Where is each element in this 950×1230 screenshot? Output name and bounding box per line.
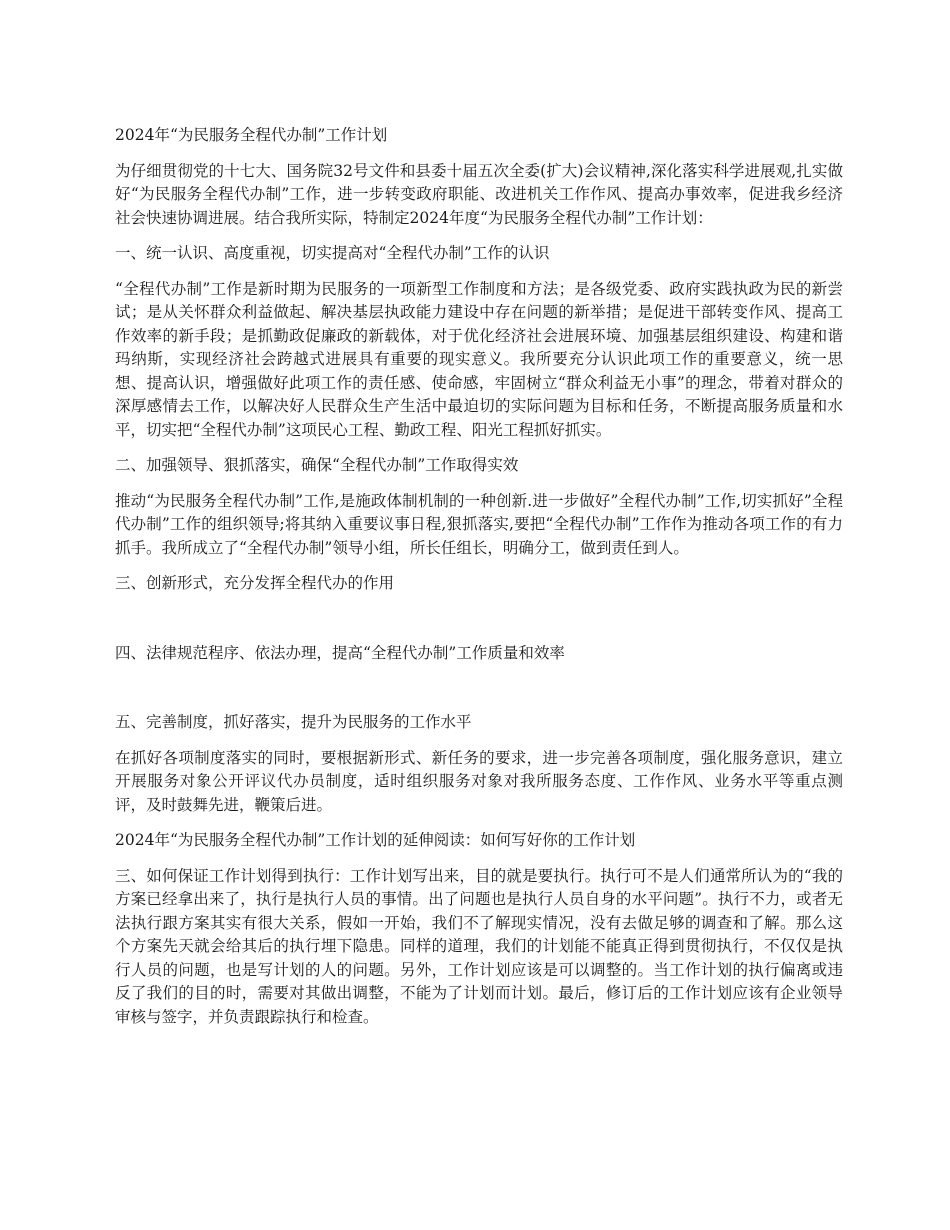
- section-4-heading: 四、法律规范程序、依法办理，提高“全程代办制”工作质量和效率: [115, 643, 565, 662]
- section-5-body: 在抓好各项制度落实的同时，要根据新形式、新任务的要求，进一步完善各项制度，强化服务意识，建立开展服务对象公开评议代办员制度，适时组织服务对象对我所服务态度、工作作风、业务水平等重点测评，及时鼓舞先进，鞭策后进。: [115, 748, 843, 814]
- section-2-heading: 二、加强领导、狠抓落实，确保“全程代办制”工作取得实效: [115, 456, 519, 474]
- section-2-body: 推动“为民服务全程代办制”工作,是施政体制机制的一种创新.进一步做好”全程代办制”工作,切实抓好”全程代办制”工作的组织领导;将其纳入重要议事日程,狠抓落实,要把“全程代办制”工作作为推动各项工作的有力抓手。我所成立了“全程代办制”领导小组，所长任组长，明确分工，做到责任到人。: [115, 491, 843, 557]
- extension-body: 三、如何保证工作计划得到执行：工作计划写出来，目的就是要执行。执行可不是人们通常所认为的“我的方案已经拿出来了，执行是执行人员的事情。出了问题也是执行人员自身的水平问题”。执行不力，或者无法执行跟方案其实有很大关系，假如一开始，我们不了解现实情况，没有去做足够的调查和了解。那么这个方案先天就会给其后的执行埋下隐患。同样的道理，我们的计划能不能真正得到贯彻执行，不仅仅是执行人员的问题，也是写计划的人的问题。另外，工作计划应该是可以调整的。当工作计划的执行偏离或违反了我们的目的时，需要对其做出调整，不能为了计划而计划。最后，修订后的工作计划应该有企业领导审核与签字，并负责跟踪执行和检查。: [115, 866, 843, 1026]
- section-3-heading: 三、创新形式，充分发挥全程代办的作用: [115, 574, 395, 592]
- section-5-heading: 五、完善制度，抓好落实，提升为民服务的工作水平: [115, 713, 472, 731]
- section-1-heading: 一、统一认识、高度重视，切实提高对“全程代办制”工作的认识: [115, 244, 550, 262]
- intro-paragraph: 为仔细贯彻党的十七大、国务院32号文件和县委十届五次全委(扩大)会议精神,深化落实科学进展观,扎实做好“为民服务全程代办制”工作，进一步转变政府职能、改进机关工作作风、提高办事效率，促进我乡经济社会快速协调进展。结合我所实际，特制定2024年度“为民服务全程代办制”工作计划：: [115, 161, 843, 227]
- document-title: 2024年“为民服务全程代办制”工作计划: [115, 126, 388, 144]
- section-1-body: “全程代办制”工作是新时期为民服务的一项新型工作制度和方法；是各级党委、政府实践执政为民的新尝试；是从关怀群众利益做起、解决基层执政能力建设中存在问题的新举措；是促进干部转变作风、提高工作效率的新手段；是抓勤政促廉政的新载体，对于优化经济社会进展环境、加强基层组织建设、构建和谐玛纳斯，实现经济社会跨越式进展具有重要的现实意义。我所要充分认识此项工作的重要意义，统一思想、提高认识，增强做好此项工作的责任感、使命感，牢固树立“群众利益无小事”的理念，带着对群众的深厚感情去工作，以解决好人民群众生产生活中最迫切的实际问题为目标和任务，不断提高服务质量和水平，切实把“全程代办制”这项民心工程、勤政工程、阳光工程抓好抓实。: [115, 279, 843, 439]
- document-page: [115, 124, 843, 1041]
- extension-title: 2024年“为民服务全程代办制”工作计划的延伸阅读：如何写好你的工作计划: [115, 831, 636, 849]
